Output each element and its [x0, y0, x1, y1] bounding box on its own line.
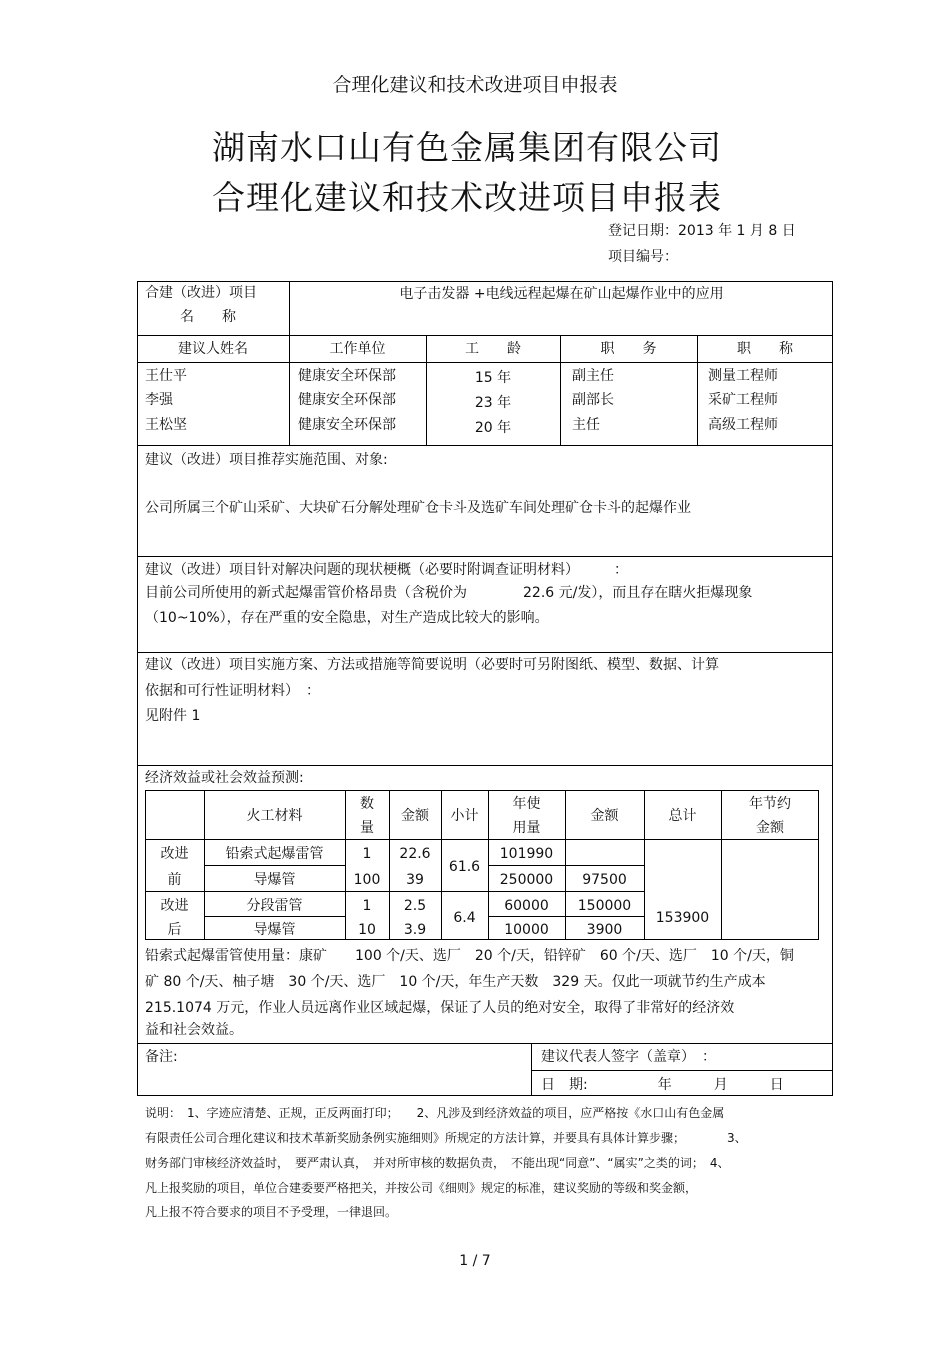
cell-annual: 250000	[499, 872, 554, 888]
rule	[531, 1043, 532, 1096]
cell-subtotal-before: 61.6	[448, 859, 481, 875]
page-number: 1 / 7	[459, 1253, 491, 1269]
th-amount: 金额	[401, 808, 429, 824]
benefit-text: 铅索式起爆雷管使用量：康矿 100 个/天、选厂 20 个/天，铅锌矿 60 个/天、选厂 10 个/天，铜	[145, 948, 794, 964]
proposer-years: 15 年	[474, 370, 512, 386]
problem-text: 目前公司所使用的新式起爆雷管价格昂贵（含税价为 22.6 元/发），而且存在瞎火拒爆现象	[145, 585, 753, 601]
project-name-label-2: 名 称	[180, 309, 236, 325]
rule	[137, 556, 833, 557]
note-line: 凡上报不符合要求的项目不予受理，一律退回。	[145, 1205, 398, 1219]
proposer-title: 测量工程师	[708, 368, 778, 384]
rule	[145, 839, 819, 840]
benefit-label: 经济效益或社会效益预测:	[145, 770, 304, 786]
th-saving-2: 金额	[756, 820, 784, 836]
proposer-position: 副主任	[572, 368, 614, 384]
proposer-unit: 健康安全环保部	[298, 417, 396, 433]
cell-annual: 101990	[499, 846, 554, 862]
project-number: 项目编号：	[608, 249, 678, 265]
proposer-position: 副部长	[572, 392, 614, 408]
cell-material: 导爆管	[253, 922, 296, 938]
rule	[137, 445, 833, 446]
rule	[488, 865, 644, 866]
project-name-value: 电子击发器 +电线远程起爆在矿山起爆作业中的应用	[399, 286, 724, 302]
th-qty: 数	[360, 796, 374, 812]
group-after-2: 后	[167, 922, 182, 938]
rule	[137, 362, 833, 363]
cell-material: 铅索式起爆雷管	[225, 846, 324, 862]
col-header-name: 建议人姓名	[178, 341, 248, 357]
rule	[204, 865, 345, 866]
th-subtotal: 小计	[450, 808, 479, 824]
registration-date: 登记日期：2013 年 1 月 8 日	[608, 223, 796, 239]
cell-annual: 10000	[504, 922, 549, 938]
cell-qty: 10	[358, 922, 376, 938]
note-line: 说明： 1、字迹应清楚、正规，正反两面打印； 2、凡涉及到经济效益的项目，应严格按《水口山有色金属	[145, 1106, 725, 1120]
rule	[137, 335, 833, 336]
rule	[531, 1070, 833, 1071]
benefit-text-2: 矿 80 个/天、柚子塘 30 个/天、选厂 10 个/天，年生产天数 329 天。仅此一项就节约生产成本	[145, 974, 766, 990]
group-before-2: 前	[167, 872, 182, 888]
th-annual: 年使	[512, 796, 541, 812]
problem-label: 建议（改进）项目针对解决问题的现状梗概（必要时附调查证明材料） ：	[145, 562, 628, 578]
cell-amount: 3.9	[403, 922, 427, 938]
plan-label-2: 依据和可行性证明材料） ：	[145, 683, 320, 699]
page-header: 合理化建议和技术改进项目申报表	[332, 74, 618, 96]
col-header-title: 职 称	[737, 341, 793, 357]
cell-qty: 100	[353, 872, 381, 888]
cell-amount: 2.5	[403, 898, 427, 914]
note-line: 凡上报奖励的项目，单位合建委要严格把关，并按公司《细则》规定的标准，建议奖励的等级和奖金额，	[145, 1181, 698, 1195]
rule	[204, 916, 345, 917]
cell-subtotal-after: 6.4	[453, 910, 476, 926]
group-after: 改进	[160, 898, 189, 914]
plan-label: 建议（改进）项目实施方案、方法或措施等简要说明（必要时可另附图纸、模型、数据、计算	[145, 657, 719, 673]
col-header-years: 工 龄	[465, 341, 521, 357]
cell-amount2: 3900	[586, 922, 623, 938]
rule	[145, 891, 644, 892]
rule	[488, 916, 644, 917]
rule	[137, 765, 833, 766]
proposer-unit: 健康安全环保部	[298, 368, 396, 384]
benefit-text-4: 益和社会效益。	[145, 1022, 243, 1038]
rule	[289, 281, 290, 445]
proposer-name: 李强	[145, 392, 173, 408]
th-annual-2: 用量	[512, 820, 541, 836]
company-title: 湖南水口山有色金属集团有限公司	[212, 128, 722, 167]
signature-date: 日 期: 年 月 日	[541, 1077, 784, 1093]
cell-material: 分段雷管	[246, 898, 303, 914]
plan-text: 见附件 1	[145, 708, 201, 724]
proposer-title: 采矿工程师	[708, 392, 778, 408]
cell-material: 导爆管	[253, 872, 296, 888]
th-material: 火工材料	[246, 808, 303, 824]
cell-amount2: 97500	[582, 872, 627, 888]
benefit-text-3: 215.1074 万元，作业人员远离作业区域起爆，保证了人员的绝对安全，取得了非常好的经济效	[145, 1000, 735, 1016]
cell-total: 153900	[655, 910, 710, 926]
th-saving: 年节约	[749, 796, 791, 812]
project-name-label: 合建（改进）项目	[145, 285, 257, 301]
remark-label: 备注:	[145, 1049, 178, 1065]
cell-amount: 22.6	[399, 846, 431, 862]
th-amount2: 金额	[590, 808, 619, 824]
form-title: 合理化建议和技术改进项目申报表	[212, 178, 722, 217]
col-header-unit: 工作单位	[329, 341, 386, 357]
proposer-years: 20 年	[474, 420, 512, 436]
rule	[137, 652, 833, 653]
cell-amount: 39	[406, 872, 424, 888]
cell-qty: 1	[362, 846, 372, 862]
note-line: 有限责任公司合理化建议和技术革新奖励条例实施细则》所规定的方法计算，并要具有具体计算步骤； 3、	[145, 1131, 747, 1145]
cell-qty: 1	[362, 898, 372, 914]
th-qty-2: 量	[360, 820, 374, 836]
proposer-unit: 健康安全环保部	[298, 392, 396, 408]
proposer-title: 高级工程师	[708, 417, 778, 433]
problem-text-2: （10~10%），存在严重的安全隐患，对生产造成比较大的影响。	[145, 610, 549, 626]
th-total: 总计	[668, 808, 697, 824]
col-header-position: 职 务	[600, 341, 657, 357]
proposer-position: 主任	[572, 417, 600, 433]
group-before: 改进	[160, 846, 189, 862]
cell-amount2: 150000	[577, 898, 632, 914]
proposer-name: 王仕平	[145, 368, 187, 384]
rule	[137, 1043, 833, 1044]
note-line: 财务部门审核经济效益时， 要严肃认真， 并对所审核的数据负责， 不能出现“同意”、“属实”之类的词； 4、	[145, 1156, 730, 1170]
proposer-years: 23 年	[474, 395, 512, 411]
scope-text: 公司所属三个矿山采矿、大块矿石分解处理矿仓卡斗及选矿车间处理矿仓卡斗的起爆作业	[145, 500, 691, 516]
signature-label: 建议代表人签字（盖章） ：	[541, 1049, 716, 1065]
proposer-name: 王松坚	[145, 417, 187, 433]
cell-annual: 60000	[504, 898, 549, 914]
scope-label: 建议（改进）项目推荐实施范围、对象:	[145, 452, 388, 468]
